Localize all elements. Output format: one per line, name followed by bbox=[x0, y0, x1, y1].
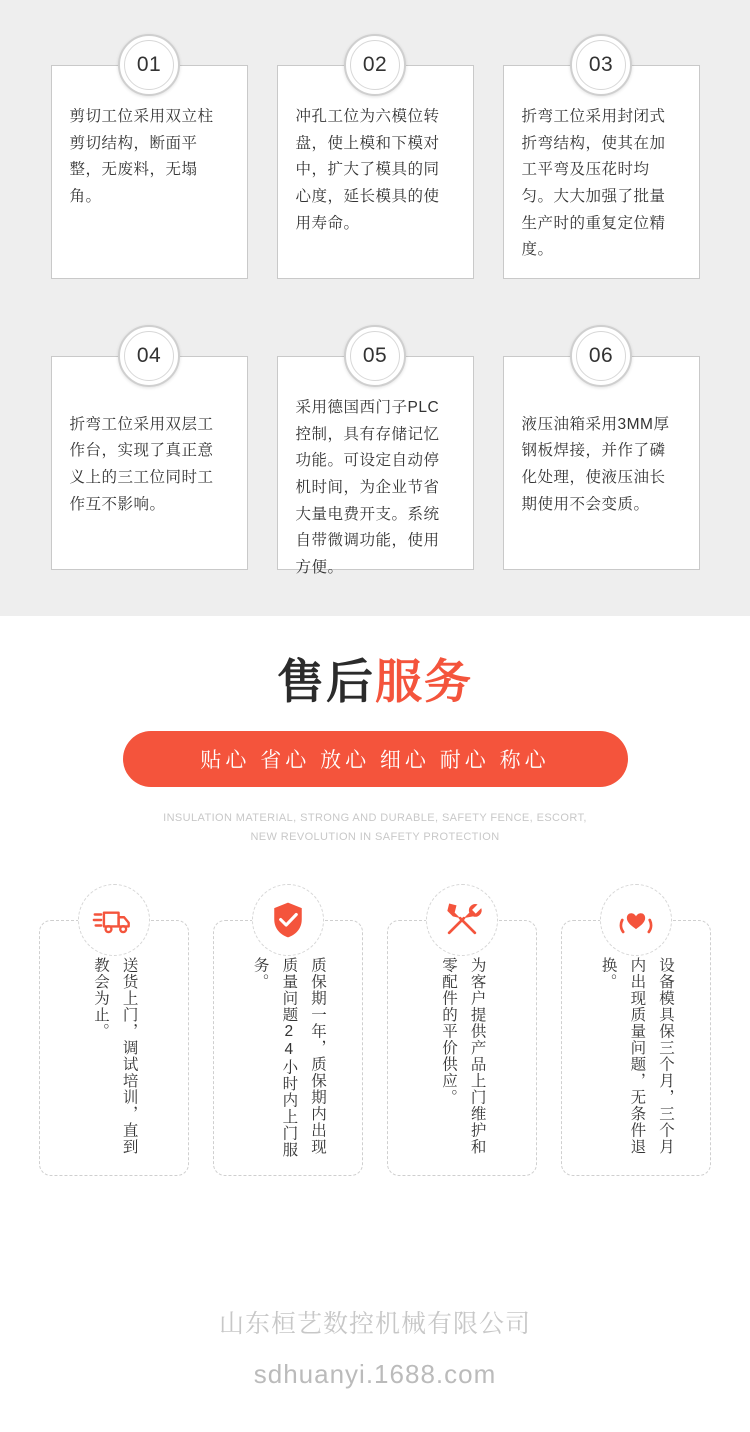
feature-text: 折弯工位采用双层工作台，实现了真正意义上的三工位同时工作互不影响。 bbox=[69, 415, 214, 513]
aftersales-section bbox=[0, 616, 750, 1176]
feature-number-badge bbox=[118, 34, 180, 96]
aftersales-subtitle-line2: NEW REVOLUTION IN SAFETY PROTECTION bbox=[250, 831, 500, 844]
watermark-site: sdhuanyi.1688.com bbox=[253, 1359, 497, 1389]
feature-card-body bbox=[503, 65, 700, 279]
feature-text: 采用德国西门子PLC控制，具有存储记忆功能。可设定自动停机时间，为企业节省大量电费开支。系统自带微调功能，使用方便。 bbox=[295, 399, 440, 576]
feature-card-body bbox=[51, 356, 248, 570]
feature-number: 05 bbox=[350, 331, 400, 381]
service-icon-circle bbox=[252, 884, 324, 956]
watermark-company: 山东桓艺数控机械有限公司 bbox=[218, 1310, 532, 1338]
feature-number: 04 bbox=[124, 331, 174, 381]
service-icon-circle bbox=[426, 884, 498, 956]
feature-number: 06 bbox=[576, 331, 626, 381]
feature-number: 03 bbox=[576, 40, 626, 90]
service-text: 为客户提供产品上门维护和零配件的平价供应。 bbox=[440, 956, 486, 1155]
delivery-truck-icon bbox=[92, 898, 136, 942]
aftersales-slogan-pill: 贴心 省心 放心 细心 耐心 称心 bbox=[123, 731, 628, 787]
feature-card bbox=[503, 34, 700, 279]
heart-hands-icon bbox=[614, 898, 658, 942]
feature-number-badge bbox=[118, 325, 180, 387]
feature-card-body bbox=[277, 65, 474, 279]
tools-icon bbox=[440, 898, 484, 942]
feature-number-badge bbox=[570, 325, 632, 387]
service-card-body bbox=[387, 920, 537, 1176]
service-card-body bbox=[39, 920, 189, 1176]
aftersales-title bbox=[0, 655, 750, 708]
feature-text: 液压油箱采用3MM厚钢板焊接，并作了磷化处理，使液压油长期使用不会变质。 bbox=[521, 415, 670, 513]
shield-check-icon bbox=[266, 898, 310, 942]
aftersales-subtitle bbox=[0, 809, 750, 848]
feature-number: 01 bbox=[124, 40, 174, 90]
service-text: 质保期一年，质保期内出现质量问题24小时内上门服务。 bbox=[251, 956, 326, 1158]
service-card-body bbox=[561, 920, 711, 1176]
feature-card bbox=[503, 325, 700, 570]
feature-card bbox=[277, 34, 474, 279]
feature-card bbox=[51, 34, 248, 279]
feature-text: 折弯工位采用封闭式折弯结构，使其在加工平弯及压花时均匀。大大加强了批量生产时的重复定位精度。 bbox=[521, 108, 666, 259]
service-card bbox=[387, 884, 537, 1176]
feature-number: 02 bbox=[350, 40, 400, 90]
service-icon-circle bbox=[600, 884, 672, 956]
feature-card-body bbox=[51, 65, 248, 279]
feature-card bbox=[51, 325, 248, 570]
feature-card-body bbox=[277, 356, 474, 576]
service-text: 送货上门，调试培训，直到教会为止。 bbox=[92, 956, 138, 1155]
aftersales-title-dark: 售后 bbox=[277, 655, 375, 708]
service-text: 设备模具保三个月，三个月内出现质量问题，无条件退换。 bbox=[599, 956, 674, 1155]
aftersales-subtitle-line1: INSULATION MATERIAL, STRONG AND DURABLE, SAFETY FENCE, ESCORT, bbox=[163, 812, 587, 824]
feature-number-badge bbox=[570, 34, 632, 96]
features-section bbox=[0, 0, 750, 616]
service-card-row bbox=[0, 884, 750, 1176]
aftersales-title-accent: 服务 bbox=[375, 655, 473, 708]
service-card bbox=[39, 884, 189, 1176]
feature-text: 冲孔工位为六模位转盘，使上模和下模对中，扩大了模具的同心度，延长模具的使用寿命。 bbox=[295, 108, 440, 232]
feature-card-body bbox=[503, 356, 700, 570]
feature-card bbox=[277, 325, 474, 576]
feature-row-top bbox=[0, 34, 750, 279]
service-card bbox=[213, 884, 363, 1176]
service-card bbox=[561, 884, 711, 1176]
feature-text: 剪切工位采用双立柱剪切结构，断面平整，无废料，无塌角。 bbox=[69, 108, 214, 205]
feature-number-badge bbox=[344, 34, 406, 96]
feature-number-badge bbox=[344, 325, 406, 387]
service-card-body bbox=[213, 920, 363, 1176]
feature-row-bottom bbox=[0, 325, 750, 576]
service-icon-circle bbox=[78, 884, 150, 956]
